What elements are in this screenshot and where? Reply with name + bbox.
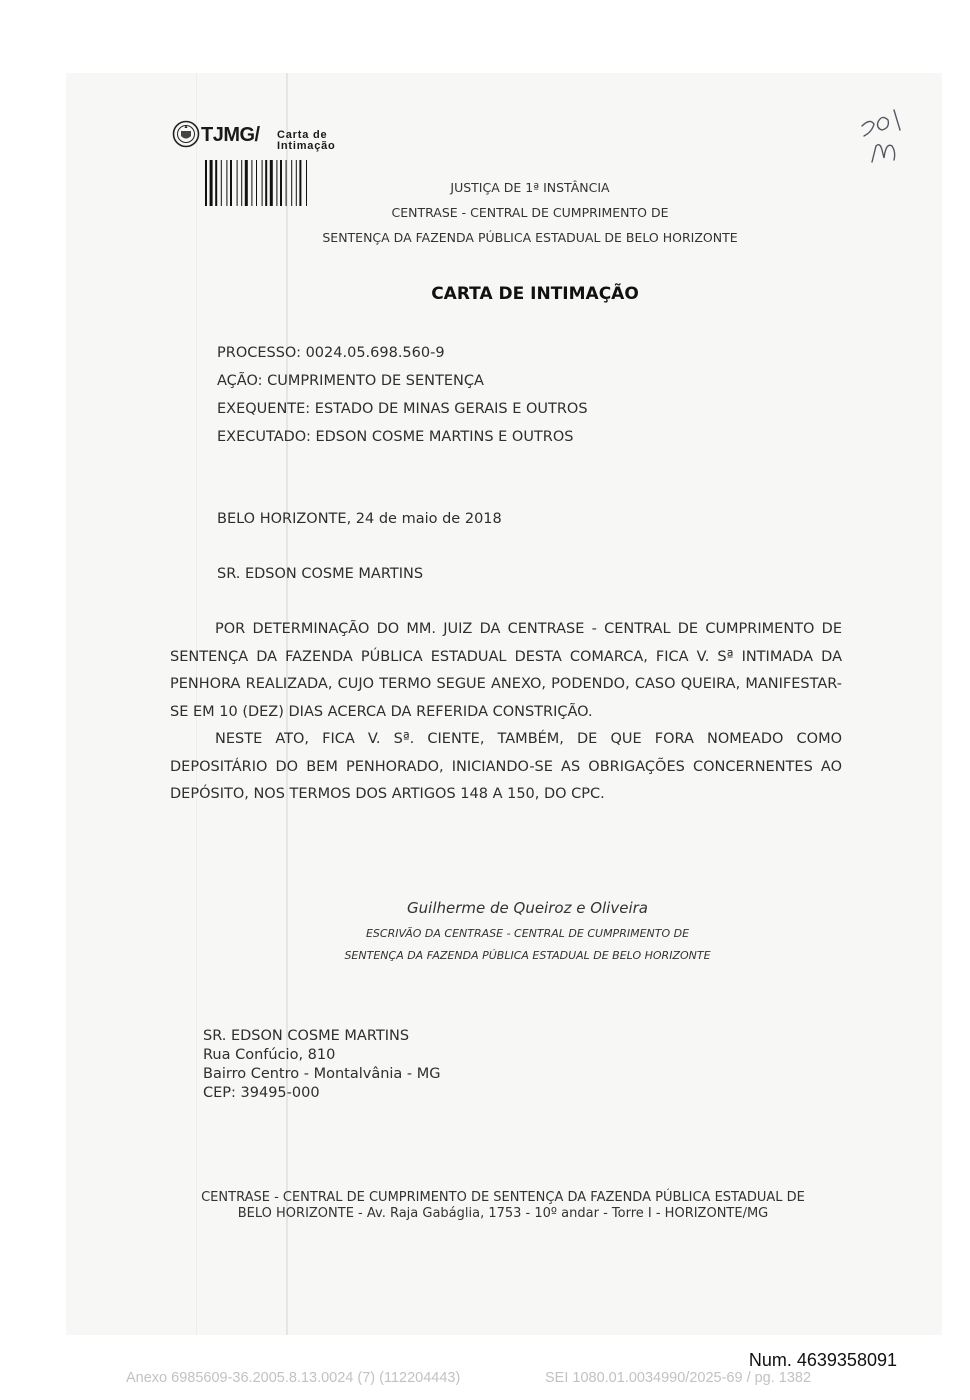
handwriting-line2: m [852,175,853,176]
header-line-2: CENTRASE - CENTRAL DE CUMPRIMENTO DE [391,205,669,220]
logo-subtitle-line2: Intimação [277,140,336,152]
logo-subtitle-line1: Carta de [277,129,328,141]
logo-text: TJMG/ [201,124,260,146]
process-number: PROCESSO: 0024.05.698.560-9 [217,345,445,361]
coat-of-arms-icon [172,120,200,148]
recipient-address [203,1027,441,1103]
sei-reference: SEI 1080.01.0034990/2025-69 / pg. 1382 [545,1370,812,1386]
handwritten-page-number [852,96,922,176]
defendant: EXECUTADO: EDSON COSME MARTINS E OUTROS [217,429,574,445]
recipient-name: SR. EDSON COSME MARTINS [203,1028,410,1044]
recipient-district: Bairro Centro - Montalvânia - MG [203,1066,441,1082]
office-footer [170,1190,836,1222]
document-number: Num. 4639358091 [748,1350,897,1370]
signer-role-1: ESCRIVÃO DA CENTRASE - CENTRAL DE CUMPRIMENTO DE [365,927,690,940]
recipient-cep: CEP: 39495-000 [203,1085,320,1101]
annex-reference: Anexo 6985609-36.2005.8.13.0024 (7) (112204443) [126,1370,461,1386]
footer-line-1: CENTRASE - CENTRAL DE CUMPRIMENTO DE SENTENÇA DA FAZENDA PÚBLICA ESTADUAL DE [201,1190,805,1205]
document-title: CARTA DE INTIMAÇÃO [431,284,639,304]
recipient-street: Rua Confúcio, 810 [203,1047,336,1063]
logo-subtitle [277,130,336,152]
addressee: SR. EDSON COSME MARTINS [217,566,424,582]
signer-name: Guilherme de Queiroz e Oliveira [407,899,648,917]
plaintiff: EXEQUENTE: ESTADO DE MINAS GERAIS E OUTROS [217,401,588,417]
paragraph-intimation: POR DETERMINAÇÃO DO MM. JUIZ DA CENTRASE - CENTRAL DE CUMPRIMENTO DE SENTENÇA DA FAZENDA PÚBLICA ESTADUAL DESTA COMARCA, FICA V. Sª INTIMADA DA PENHORA REALIZADA, CUJO TERMO SEGUE ANEXO, PODENDO, CASO QUEIRA, MANIFESTAR-SE EM 10 (DEZ) DIAS ACERCA DA REFERIDA CONSTRIÇÃO. [170,621,842,720]
header-line-3: SENTENÇA DA FAZENDA PÚBLICA ESTADUAL DE BELO HORIZONTE [322,230,738,245]
paragraph-depositary: NESTE ATO, FICA V. Sª. CIENTE, TAMBÉM, DE QUE FORA NOMEADO COMO DEPOSITÁRIO DO BEM PENHORADO, INICIANDO-SE AS OBRIGAÇÕES CONCERNENTES AO DEPÓSITO, NOS TERMOS DOS ARTIGOS 148 A 150, DO CPC. [170,731,842,802]
date-line: BELO HORIZONTE, 24 de maio de 2018 [217,511,502,527]
action-type: AÇÃO: CUMPRIMENTO DE SENTENÇA [217,373,484,389]
footer-line-2: BELO HORIZONTE - Av. Raja Gabáglia, 1753 - 10º andar - Torre I - HORIZONTE/MG [237,1206,769,1221]
handwriting-line1: 301 [852,174,854,175]
signer-role-2: SENTENÇA DA FAZENDA PÚBLICA ESTADUAL DE BELO HORIZONTE [344,949,711,962]
header-line-1: JUSTIÇA DE 1ª INSTÂNCIA [450,180,610,195]
body-text [170,616,842,809]
